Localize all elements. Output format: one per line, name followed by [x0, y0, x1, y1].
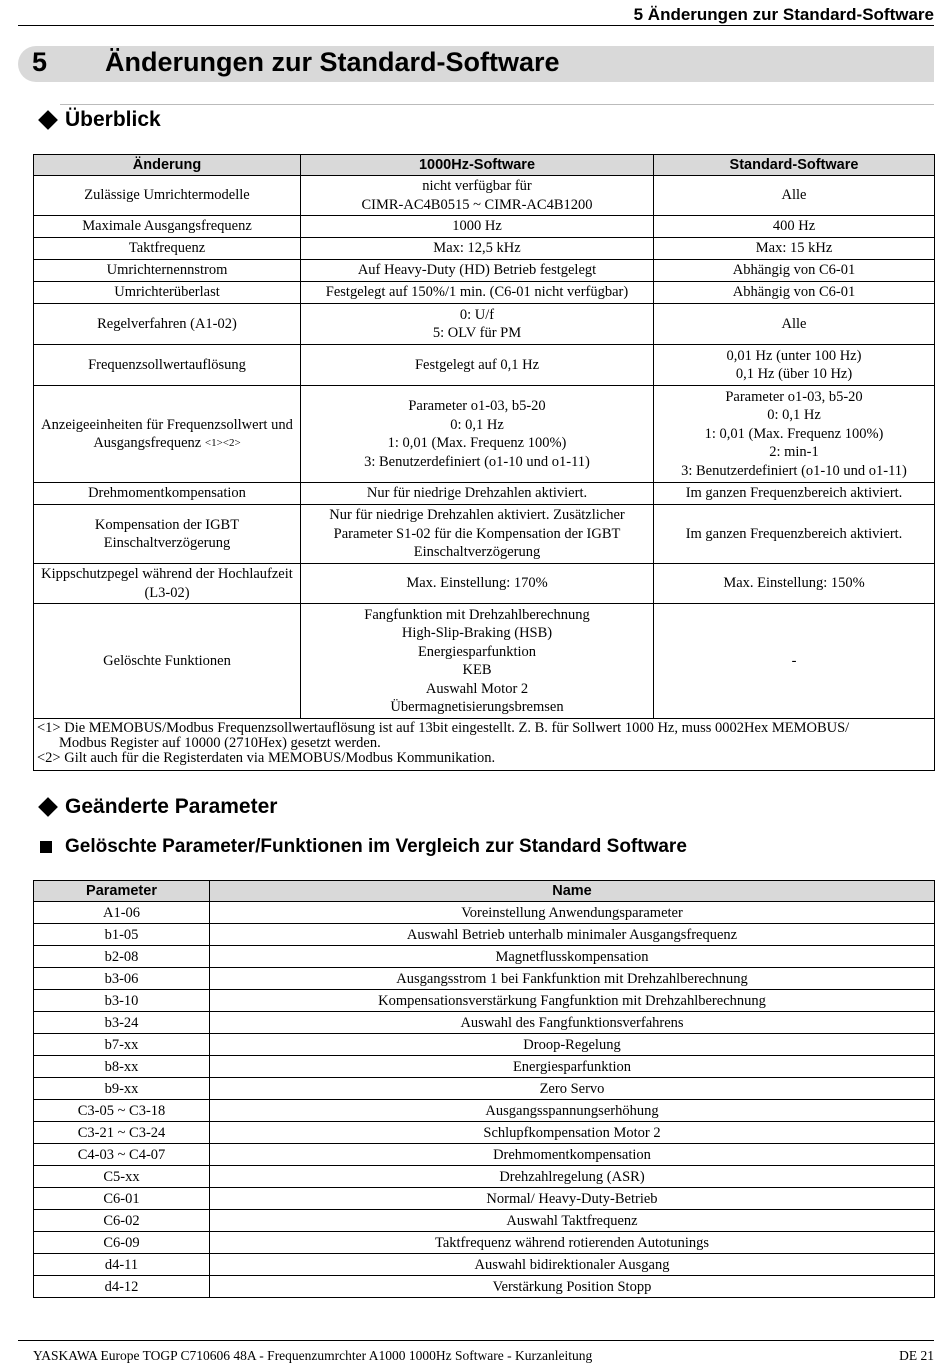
name-cell: Zero Servo [210, 1078, 935, 1100]
cell-line: 400 Hz [772, 218, 816, 235]
standard-cell [654, 604, 935, 719]
table-row [34, 505, 935, 564]
cell-line: 3: Benutzerdefiniert (o1-10 und o1-11) [364, 453, 590, 470]
table-row [34, 260, 935, 282]
cell-line: Auswahl Motor 2 [425, 680, 529, 697]
name-cell: Energiesparfunktion [210, 1056, 935, 1078]
cell-line: Übermagnetisierungsbremsen [390, 699, 564, 715]
change-cell [34, 386, 301, 483]
table-row [34, 345, 935, 386]
parameter-table [33, 880, 935, 1298]
cell-line: Max: 15 kHz [755, 240, 833, 257]
table-row [34, 1056, 935, 1078]
parameter-cell: C3-21 ~ C3-24 [34, 1122, 210, 1144]
parameter-cell: C6-01 [34, 1188, 210, 1210]
name-cell: Auswahl bidirektionaler Ausgang [210, 1254, 935, 1276]
cell-line: KEB [462, 662, 492, 678]
change-cell [34, 483, 301, 505]
change-cell [34, 260, 301, 282]
cell-line: 1000 Hz [452, 218, 502, 235]
hz1000-cell [301, 386, 654, 483]
cell-line: Energiesparfunktion [417, 643, 537, 660]
hz1000-cell [301, 564, 654, 604]
change-cell [34, 304, 301, 345]
cell-line: Max. Einstellung: 170% [406, 575, 548, 592]
section-heading-changed-params [38, 795, 277, 819]
chapter-title: Änderungen zur Standard-Software [105, 47, 560, 77]
table-row [34, 1100, 935, 1122]
hz1000-cell [301, 505, 654, 564]
name-cell: Normal/ Heavy-Duty-Betrieb [210, 1188, 935, 1210]
parameter-cell: C6-09 [34, 1232, 210, 1254]
footnote: Modbus Register auf 10000 (2710Hex) gesetzt werden. [59, 735, 381, 751]
parameter-cell: b3-06 [34, 968, 210, 990]
footnote: <1> Die MEMOBUS/Modbus Frequenzsollwertauflösung ist auf 13bit eingestellt. Z. B. für Sollwert 1000 Hz, muss 0002Hex MEMOBUS/ [37, 720, 850, 736]
hz1000-cell [301, 216, 654, 238]
section-heading-overview [38, 108, 161, 132]
subsection-heading [40, 836, 687, 858]
cell-line: 1: 0,01 (Max. Frequenz 100%) [387, 435, 567, 451]
subsection-title: Gelöschte Parameter/Funktionen im Vergleich zur Standard Software [65, 836, 687, 857]
table-row [34, 386, 935, 483]
parameter-cell: d4-11 [34, 1254, 210, 1276]
table-row [34, 1144, 935, 1166]
table-row [34, 1210, 935, 1232]
column-header: Name [210, 881, 935, 902]
table-header-row [34, 155, 935, 176]
section-title: Geänderte Parameter [65, 795, 278, 818]
parameter-cell: b7-xx [34, 1034, 210, 1056]
hz1000-cell [301, 345, 654, 386]
change-label: Kippschutzpegel während der Hochlaufzeit (L3-02) [41, 566, 293, 601]
table-row [34, 604, 935, 719]
standard-cell [654, 304, 935, 345]
change-cell [34, 282, 301, 304]
cell-line: Festgelegt auf 150%/1 min. (C6-01 nicht verfügbar) [325, 284, 629, 301]
column-header: Parameter [34, 881, 210, 902]
chapter-rule [60, 104, 934, 105]
cell-line: 0,01 Hz (unter 100 Hz) [726, 347, 862, 364]
table-row [34, 304, 935, 345]
column-header: 1000Hz-Software [301, 155, 654, 176]
cell-line: nicht verfügbar für [422, 178, 532, 194]
change-cell [34, 505, 301, 564]
name-cell: Schlupfkompensation Motor 2 [210, 1122, 935, 1144]
change-label: Drehmomentkompensation [88, 485, 246, 502]
cell-line: 0: U/f [459, 306, 495, 323]
parameter-cell: C4-03 ~ C4-07 [34, 1144, 210, 1166]
table-row [34, 1078, 935, 1100]
hz1000-cell [301, 260, 654, 282]
cell-line: Abhängig von C6-01 [732, 262, 856, 279]
parameter-cell: b3-24 [34, 1012, 210, 1034]
cell-line: Nur für niedrige Drehzahlen aktiviert. [366, 485, 588, 502]
table-row [34, 1254, 935, 1276]
parameter-cell: b1-05 [34, 924, 210, 946]
diamond-bullet-icon [38, 110, 58, 130]
change-label: Frequenzsollwertauflösung [88, 356, 246, 373]
standard-cell [654, 345, 935, 386]
table-row [34, 564, 935, 604]
cell-line: 5: OLV für PM [432, 325, 522, 341]
cell-line: Parameter S1-02 für die Kompensation der IGBT [333, 525, 621, 542]
cell-line: Parameter o1-03, b5-20 [725, 388, 863, 405]
overview-table [33, 154, 935, 771]
table-row [34, 946, 935, 968]
name-cell: Ausgangsspannungserhöhung [210, 1100, 935, 1122]
footer-rule [18, 1340, 934, 1341]
parameter-cell: b9-xx [34, 1078, 210, 1100]
parameter-cell: C5-xx [34, 1166, 210, 1188]
standard-cell [654, 216, 935, 238]
table-row [34, 1232, 935, 1254]
name-cell: Droop-Regelung [210, 1034, 935, 1056]
change-label: Zulässige Umrichtermodelle [84, 187, 250, 204]
square-bullet-icon [40, 841, 52, 853]
table-row [34, 216, 935, 238]
cell-line: 0: 0,1 Hz [767, 407, 821, 424]
change-cell [34, 216, 301, 238]
cell-line: Festgelegt auf 0,1 Hz [414, 356, 540, 373]
change-cell [34, 238, 301, 260]
parameter-cell: b3-10 [34, 990, 210, 1012]
parameter-cell: d4-12 [34, 1276, 210, 1298]
table-row [34, 1166, 935, 1188]
change-label: Umrichternennstrom [106, 262, 228, 279]
name-cell: Ausgangsstrom 1 bei Fankfunktion mit Drehzahlberechnung [210, 968, 935, 990]
cell-line: Einschaltverzögerung [413, 544, 541, 561]
cell-line: Parameter o1-03, b5-20 [408, 398, 546, 414]
name-cell: Voreinstellung Anwendungsparameter [210, 902, 935, 924]
table-row [34, 902, 935, 924]
name-cell: Kompensationsverstärkung Fangfunktion mit Drehzahlberechnung [210, 990, 935, 1012]
standard-cell [654, 176, 935, 216]
change-label: Taktfrequenz [128, 240, 206, 257]
name-cell: Magnetflusskompensation [210, 946, 935, 968]
hz1000-cell [301, 304, 654, 345]
cell-line: Alle [781, 315, 807, 332]
name-cell: Auswahl Taktfrequenz [210, 1210, 935, 1232]
change-cell [34, 176, 301, 216]
cell-line: 0: 0,1 Hz [450, 416, 504, 433]
cell-line: Im ganzen Frequenzbereich aktiviert. [685, 525, 903, 542]
hz1000-cell [301, 604, 654, 719]
cell-line: Auf Heavy-Duty (HD) Betrieb festgelegt [357, 262, 597, 279]
change-label: Umrichterüberlast [114, 284, 220, 301]
parameter-cell: C6-02 [34, 1210, 210, 1232]
table-row [34, 924, 935, 946]
table-row [34, 282, 935, 304]
name-cell: Auswahl Betrieb unterhalb minimaler Ausgangsfrequenz [210, 924, 935, 946]
cell-line: High-Slip-Braking (HSB) [401, 625, 553, 641]
name-cell: Taktfrequenz während rotierenden Autotunings [210, 1232, 935, 1254]
column-header: Standard-Software [654, 155, 935, 176]
change-label: Maximale Ausgangsfrequenz [82, 218, 252, 235]
change-label: Gelöschte Funktionen [103, 652, 231, 669]
cell-line: 1: 0,01 (Max. Frequenz 100%) [704, 425, 884, 442]
hz1000-cell [301, 282, 654, 304]
hz1000-cell [301, 176, 654, 216]
page-number: DE 21 [899, 1348, 934, 1363]
cell-line: Im ganzen Frequenzbereich aktiviert. [685, 485, 903, 502]
header-rule [18, 25, 934, 26]
footer-text: YASKAWA Europe TOGP C710606 48A - Frequenzumrchter A1000 1000Hz Software - Kurzanleitung [33, 1348, 593, 1363]
cell-line: CIMR-AC4B0515 ~ CIMR-AC4B1200 [361, 196, 593, 213]
standard-cell [654, 564, 935, 604]
hz1000-cell [301, 238, 654, 260]
name-cell: Verstärkung Position Stopp [210, 1276, 935, 1298]
table-row [34, 990, 935, 1012]
footnote: <2> Gilt auch für die Registerdaten via MEMOBUS/Modbus Kommunikation. [37, 750, 496, 766]
cell-line: 0,1 Hz (über 10 Hz) [735, 366, 853, 382]
change-cell [34, 604, 301, 719]
name-cell: Auswahl des Fangfunktionsverfahrens [210, 1012, 935, 1034]
note-reference: <1><2> [204, 437, 241, 449]
parameter-cell: b2-08 [34, 946, 210, 968]
cell-line: - [791, 652, 797, 669]
footnotes [34, 719, 935, 771]
standard-cell [654, 386, 935, 483]
cell-line: Fangfunktion mit Drehzahlberechnung [364, 606, 590, 623]
table-row [34, 238, 935, 260]
chapter-number: 5 [32, 47, 48, 77]
change-label: Anzeigeeinheiten für Frequenzsollwert und Ausgangsfrequenz [41, 416, 293, 451]
table-row [34, 968, 935, 990]
cell-line: 3: Benutzerdefiniert (o1-10 und o1-11) [681, 462, 907, 479]
parameter-cell: A1-06 [34, 902, 210, 924]
change-label: Regelverfahren (A1-02) [97, 315, 237, 332]
name-cell: Drehmomentkompensation [210, 1144, 935, 1166]
table-row [34, 483, 935, 505]
footnote-row [34, 719, 935, 771]
cell-line: Abhängig von C6-01 [732, 284, 856, 301]
name-cell: Drehzahlregelung (ASR) [210, 1166, 935, 1188]
column-header: Änderung [34, 155, 301, 176]
parameter-cell: C3-05 ~ C3-18 [34, 1100, 210, 1122]
table-row [34, 1122, 935, 1144]
table-row [34, 1012, 935, 1034]
table-header-row [34, 881, 935, 902]
standard-cell [654, 260, 935, 282]
diamond-bullet-icon [38, 797, 58, 817]
parameter-cell: b8-xx [34, 1056, 210, 1078]
standard-cell [654, 282, 935, 304]
running-header: 5 Änderungen zur Standard-Software [633, 5, 934, 24]
standard-cell [654, 505, 935, 564]
table-row [34, 176, 935, 216]
change-cell [34, 345, 301, 386]
table-row [34, 1276, 935, 1298]
cell-line: 2: min-1 [769, 444, 819, 461]
table-row [34, 1034, 935, 1056]
change-label: Kompensation der IGBT Einschaltverzögerung [94, 516, 240, 551]
standard-cell [654, 238, 935, 260]
cell-line: Max. Einstellung: 150% [723, 575, 865, 592]
section-title: Überblick [65, 108, 161, 131]
cell-line: Max: 12,5 kHz [433, 240, 521, 257]
cell-line: Alle [781, 187, 807, 204]
standard-cell [654, 483, 935, 505]
cell-line: Nur für niedrige Drehzahlen aktiviert. Zusätzlicher [329, 507, 625, 524]
hz1000-cell [301, 483, 654, 505]
table-row [34, 1188, 935, 1210]
change-cell [34, 564, 301, 604]
